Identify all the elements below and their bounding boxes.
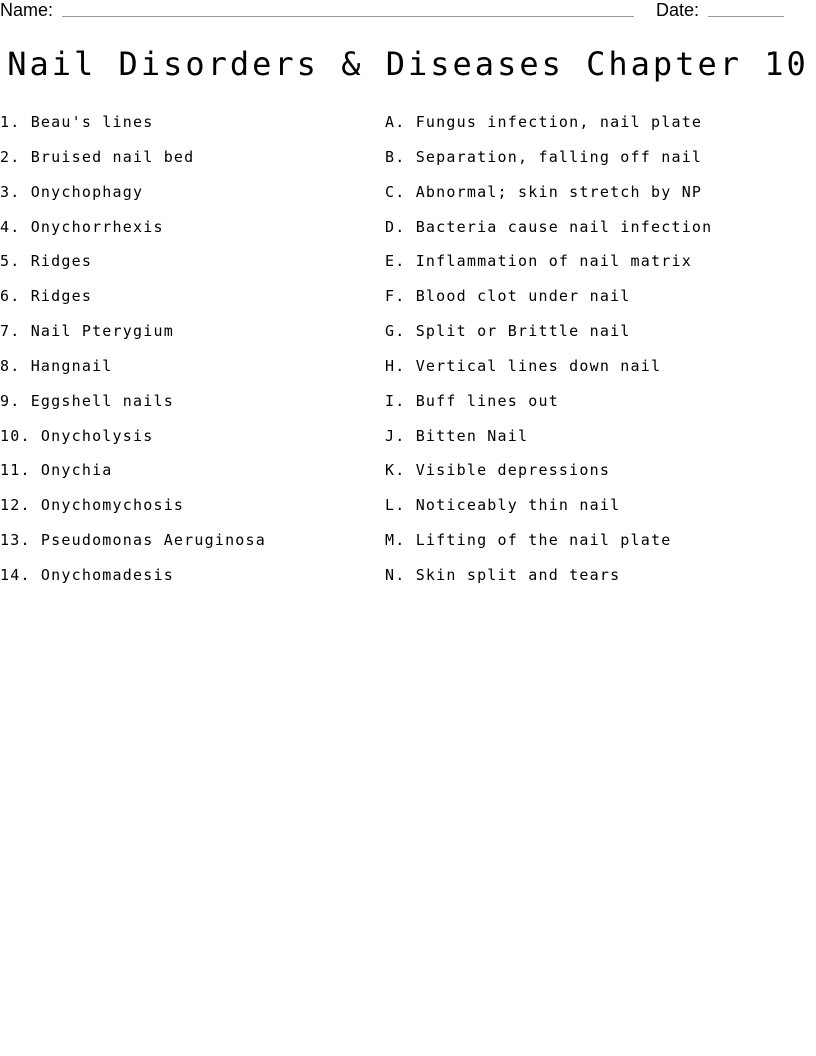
term-item: 10. Onycholysis [0, 426, 154, 445]
definition-item: J. Bitten Nail [385, 426, 529, 445]
term-item: 3. Onychophagy [0, 182, 144, 201]
worksheet-header [0, 0, 816, 24]
definition-item: C. Abnormal; skin stretch by NP [385, 182, 703, 201]
term-item: 9. Eggshell nails [0, 391, 174, 410]
name-label: Name: [0, 0, 54, 20]
date-label: Date: [656, 0, 700, 20]
term-item: 7. Nail Pterygium [0, 322, 174, 341]
term-item: 12. Onychomychosis [0, 496, 185, 515]
page-title: Nail Disorders & Diseases Chapter 10 [7, 45, 809, 83]
definition-item: G. Split or Brittle nail [385, 322, 631, 341]
definition-item: E. Inflammation of nail matrix [385, 252, 692, 271]
definition-item: F. Blood clot under nail [385, 287, 631, 306]
definition-item: K. Visible depressions [385, 461, 611, 480]
definition-item: L. Noticeably thin nail [385, 496, 621, 515]
date-blank-line[interactable] [708, 16, 784, 17]
definition-item: N. Skin split and tears [385, 565, 621, 584]
definition-item: A. Fungus infection, nail plate [385, 113, 703, 131]
term-item: 11. Onychia [0, 461, 113, 480]
term-item: 1. Beau's lines [0, 113, 154, 131]
definition-item: D. Bacteria cause nail infection [385, 217, 713, 236]
term-item: 6. Ridges [0, 287, 93, 306]
term-item: 4. Onychorrhexis [0, 217, 164, 236]
terms-list [0, 112, 266, 600]
term-item: 13. Pseudomonas Aeruginosa [0, 531, 266, 550]
term-item: 5. Ridges [0, 252, 93, 271]
term-item: 2. Bruised nail bed [0, 147, 195, 166]
definitions-list [385, 112, 712, 600]
term-item: 8. Hangnail [0, 356, 113, 375]
definition-item: B. Separation, falling off nail [385, 147, 703, 166]
definition-item: M. Lifting of the nail plate [385, 531, 672, 550]
name-blank-line[interactable] [62, 16, 634, 17]
term-item: 14. Onychomadesis [0, 565, 174, 584]
definition-item: I. Buff lines out [385, 391, 559, 410]
definition-item: H. Vertical lines down nail [385, 356, 662, 375]
